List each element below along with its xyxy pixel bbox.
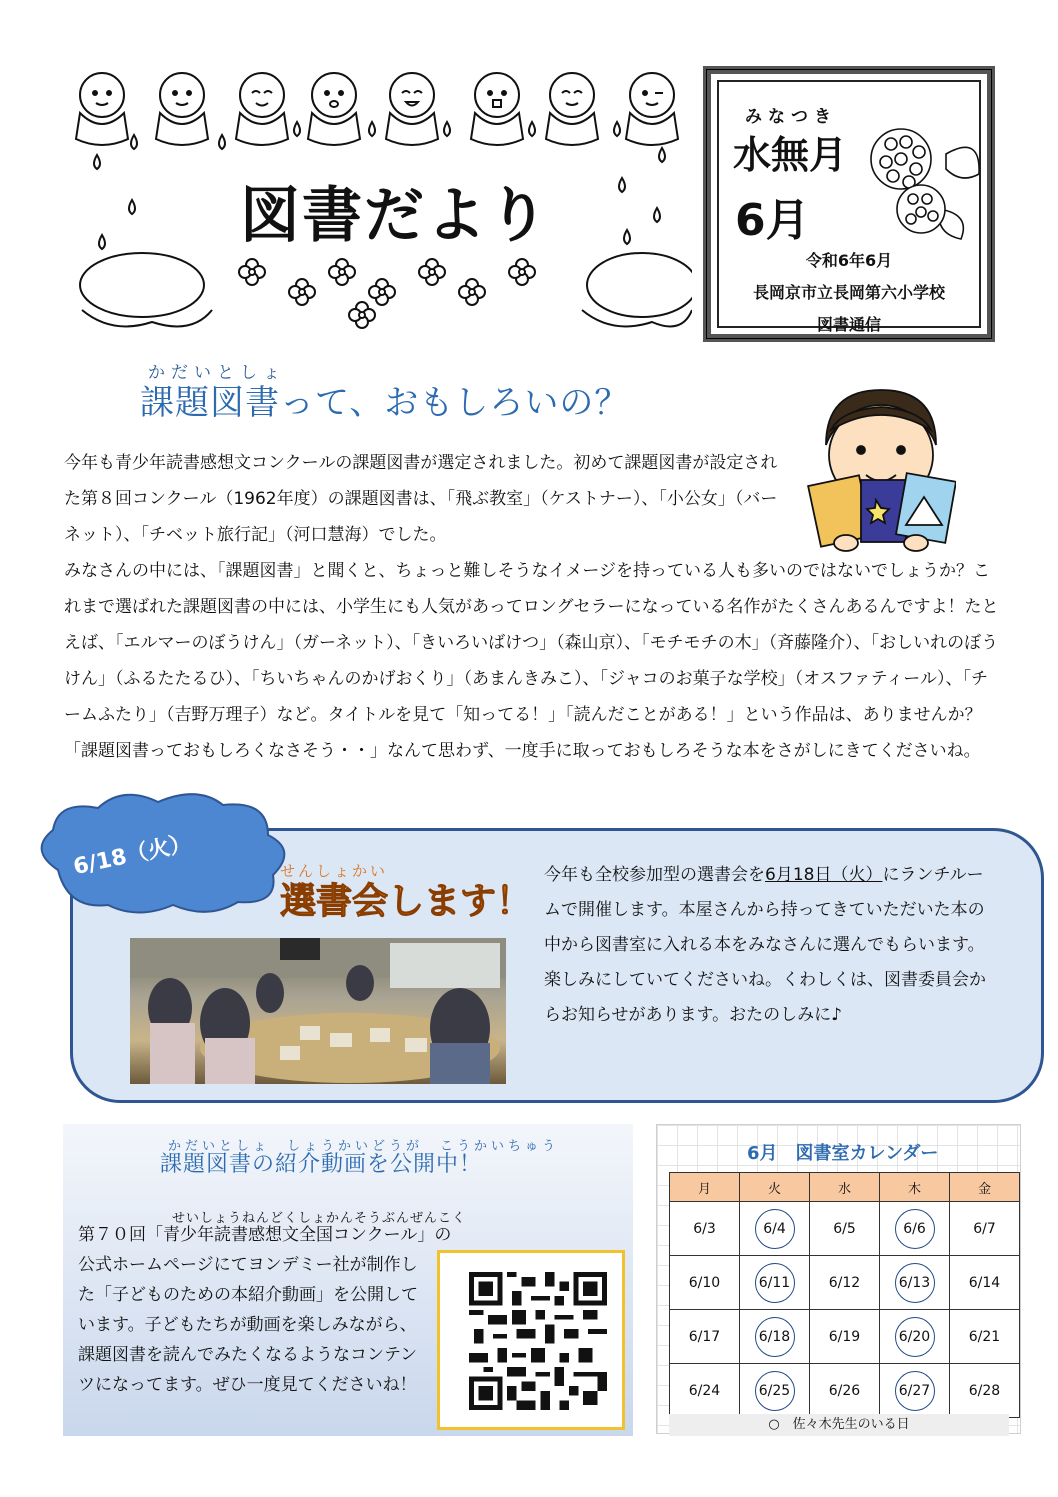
month-number: 6月: [735, 195, 810, 246]
calendar-day: 6/5: [810, 1202, 880, 1256]
issue-date: 令和6年6月: [805, 251, 893, 270]
small-flower-icons: [239, 259, 535, 328]
calendar-day: 6/26: [810, 1364, 880, 1418]
calendar-day: 6/14: [950, 1256, 1020, 1310]
calendar-day: 6/6: [880, 1202, 950, 1256]
calendar-day: 6/13: [880, 1256, 950, 1310]
calendar-week-row: [670, 1256, 1020, 1310]
section1-paragraph2: みなさんの中には、「課題図書」と聞くと、ちょっと難しそうなイメージを持っている人も多いのではないでしょうか？これまで選ばれた課題図書の中には、小学生にも人気があってロングセラーになっている名作がたくさんあるんですよ！たとえば、「エルマーのぼうけん」（ガーネット）、「きいろいばけつ」（森山京）、「モチモチの木」（斉藤隆介）、「おしいれのぼうけん」（ふるたたるひ）、「ちいちゃんのかげおくり」（あまんきみこ）、「ジャコのお菓子な学校」（オスファティール）、「チームふたり」（吉野万理子）など。タイトルを見て「知ってる！」「読んだことがある！」という作品は、ありませんか？「課題図書っておもしろくなさそう・・」なんて思わず、一度手に取っておもしろそうな本をさがしにきてくださいね。: [64, 561, 999, 761]
calendar-day: 6/21: [950, 1310, 1020, 1364]
event-text-after: にランチルームで開催します。本屋さんから持ってきていただいた本の中から図書室に入れる本をみなさんに選んでもらいます。楽しみにしていてくださいね。くわしくは、図書委員会からお知らせがあります。おたのしみに♪: [544, 865, 986, 1025]
calendar-day: 6/19: [810, 1310, 880, 1364]
calendar-day: 6/28: [950, 1364, 1020, 1418]
boy-with-books-icon: [806, 385, 956, 555]
video-title: 課題図書の紹介動画を公開中！: [160, 1152, 483, 1177]
calendar-header-thu: 木: [880, 1173, 950, 1202]
event-text-before: 今年も全校参加型の選書会を: [544, 865, 765, 885]
calendar-header-row: [670, 1173, 1020, 1202]
calendar-header-wed: 水: [810, 1173, 880, 1202]
calendar-day: 6/18: [740, 1310, 810, 1364]
event-description: [544, 858, 994, 1033]
calendar-day: 6/12: [810, 1256, 880, 1310]
teru-teru-bozu-row-icon: [76, 73, 678, 145]
calendar-day: 6/27: [880, 1364, 950, 1418]
qr-code-icon[interactable]: [469, 1272, 607, 1410]
video-description: 公式ホームページにてヨンデミー社が制作した「子どものための本紹介動画」を公開しています。子どもたちが動画を楽しみながら、課題図書を読んでみたくなるようなコンテンツになってます。ぜひ一度見てくださいね！: [78, 1255, 418, 1395]
calendar-week-row: [670, 1310, 1020, 1364]
calendar-day: 6/25: [740, 1364, 810, 1418]
event-date-badge: 6/18（火）: [71, 830, 194, 881]
calendar-day: 6/3: [670, 1202, 740, 1256]
calendar-legend: ○ 佐々木先生のいる日: [669, 1414, 1009, 1436]
calendar-header-mon: 月: [670, 1173, 740, 1202]
children-choosing-books-photo-icon: [130, 938, 506, 1084]
video-text-line1: 第７０回「青少年読書感想文全国コンクール」の: [78, 1225, 452, 1245]
issue-name: 図書通信: [816, 315, 881, 334]
calendar-day: 6/4: [740, 1202, 810, 1256]
event-text-date: 6月18日（火）: [765, 865, 883, 885]
issue-info-box: [703, 66, 995, 342]
calendar-table: [669, 1172, 1020, 1418]
month-name-ruby: みなつき: [745, 107, 837, 127]
library-calendar: [656, 1124, 1021, 1434]
calendar-week-row: [670, 1202, 1020, 1256]
calendar-day: 6/17: [670, 1310, 740, 1364]
section1-title-ruby: かだいとしょ: [148, 363, 286, 383]
calendar-title: 6月 図書室カレンダー: [747, 1143, 939, 1164]
calendar-day: 6/20: [880, 1310, 950, 1364]
month-name: 水無月: [733, 133, 848, 177]
newsletter-title: 図書だより: [240, 181, 550, 251]
event-title-ruby: せんしょかい: [280, 862, 389, 880]
calendar-day: 6/10: [670, 1256, 740, 1310]
school-name: 長岡京市立長岡第六小学校: [752, 283, 945, 302]
hydrangea-icon: [851, 114, 991, 244]
calendar-header-fri: 金: [950, 1173, 1020, 1202]
section1-paragraph1: 今年も青少年読書感想文コンクールの課題図書が選定されました。初めて課題図書が設定された第８回コンクール（1962年度）の課題図書は、「飛ぶ教室」（ケストナー）、「小公女」（バーネット）、「チベット旅行記」（河口慧海）でした。: [64, 453, 778, 545]
calendar-header-tue: 火: [740, 1173, 810, 1202]
video-line-ruby: せいしょうねんどくしょかんそうぶんぜんこく: [172, 1211, 467, 1226]
calendar-week-row: [670, 1364, 1020, 1418]
section1-title: 課題図書って、おもしろいの？: [140, 383, 630, 423]
calendar-day: 6/24: [670, 1364, 740, 1418]
event-photo: [130, 938, 506, 1084]
calendar-day: 6/11: [740, 1256, 810, 1310]
video-title-ruby: かだいとしょ しょうかいどうが こうかいちゅう: [168, 1139, 560, 1154]
event-title: 選書会します！: [280, 881, 533, 922]
calendar-day: 6/7: [950, 1202, 1020, 1256]
